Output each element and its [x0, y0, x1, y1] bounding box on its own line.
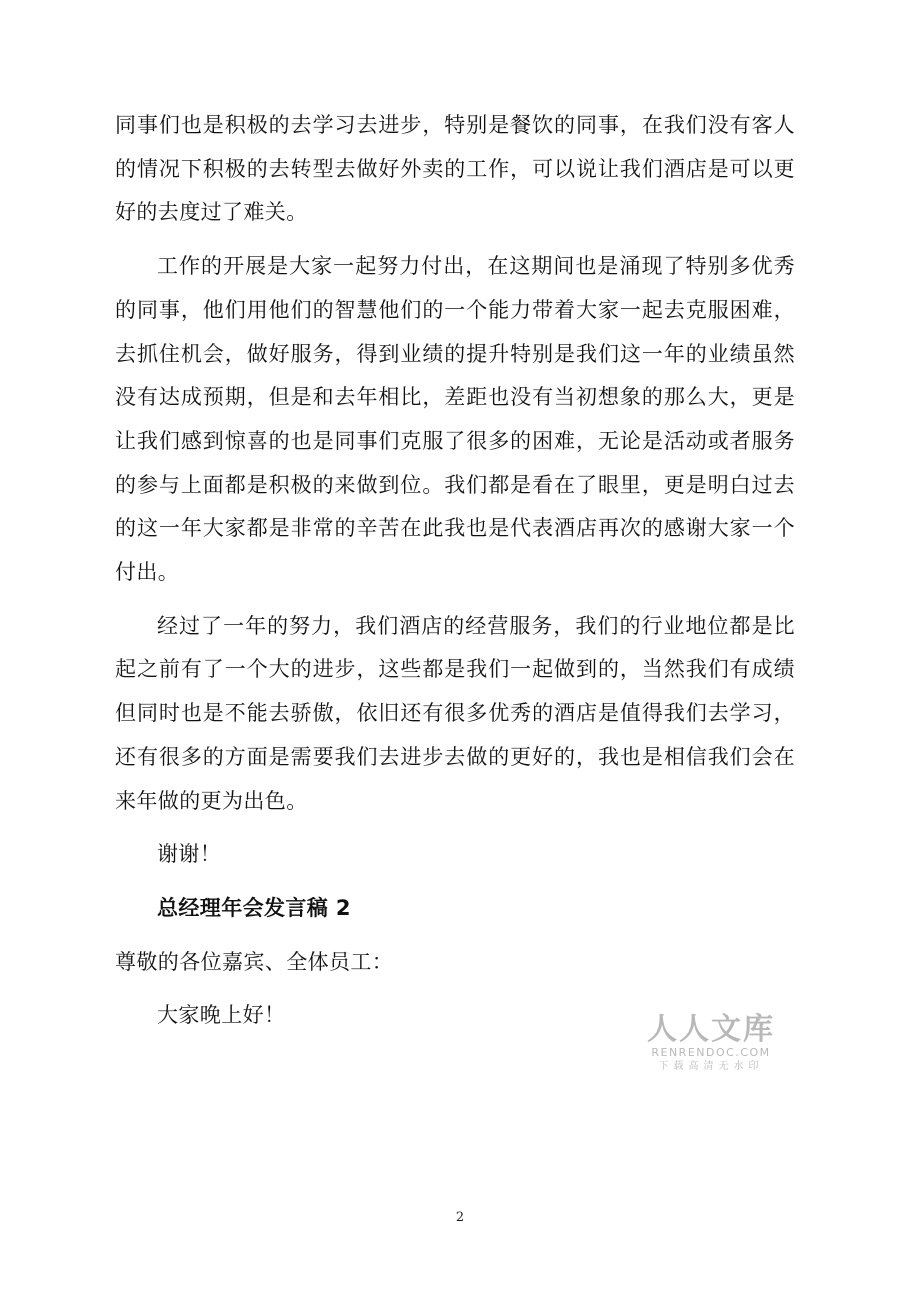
paragraph-2: 工作的开展是大家一起努力付出，在这期间也是涌现了特别多优秀的同事，他们用他们的智慧他们的一个能力带着大家一起去克服困难，去抓住机会，做好服务，得到业绩的提升特别是我们这一年的业绩虽然没有达成预期，但是和去年相比，差距也没有当初想象的那么大，更是让我们感到惊喜的也是同事们克服了很多的困难，无论是活动或者服务的参与上面都是积极的来做到位。我们都是看在了眼里，更是明白过去的这一年大家都是非常的辛苦在此我也是代表酒店再次的感谢大家一个付出。 [115, 254, 795, 585]
paragraph-1: 同事们也是积极的去学习去进步，特别是餐饮的同事，在我们没有客人的情况下积极的去转型去做好外卖的工作，可以说让我们酒店是可以更好的去度过了难关。 [115, 113, 795, 225]
watermark-title: 人人文库 [647, 1012, 775, 1047]
paragraph-3: 经过了一年的努力，我们酒店的经营服务，我们的行业地位都是比起之前有了一个大的进步，这些都是我们一起做到的，当然我们有成绩但同时也是不能去骄傲，依旧还有很多优秀的酒店是值得我们去学习，还有很多的方面是需要我们去进步去做的更好的，我也是相信我们会在来年做的更为出色。 [115, 613, 795, 813]
watermark-subtitle: 下载高清无水印 [658, 1061, 764, 1072]
document-body [115, 104, 795, 1048]
watermark-url: RENRENDOC.COM [651, 1046, 771, 1059]
salutation: 尊敬的各位嘉宾、全体员工： [115, 949, 394, 974]
section-heading: 总经理年会发言稿 2 [157, 895, 351, 920]
paragraph-thanks: 谢谢！ [157, 842, 222, 867]
watermark-logo [646, 1014, 776, 1074]
page-number: 2 [455, 1210, 465, 1225]
greeting: 大家晚上好！ [157, 1003, 286, 1028]
